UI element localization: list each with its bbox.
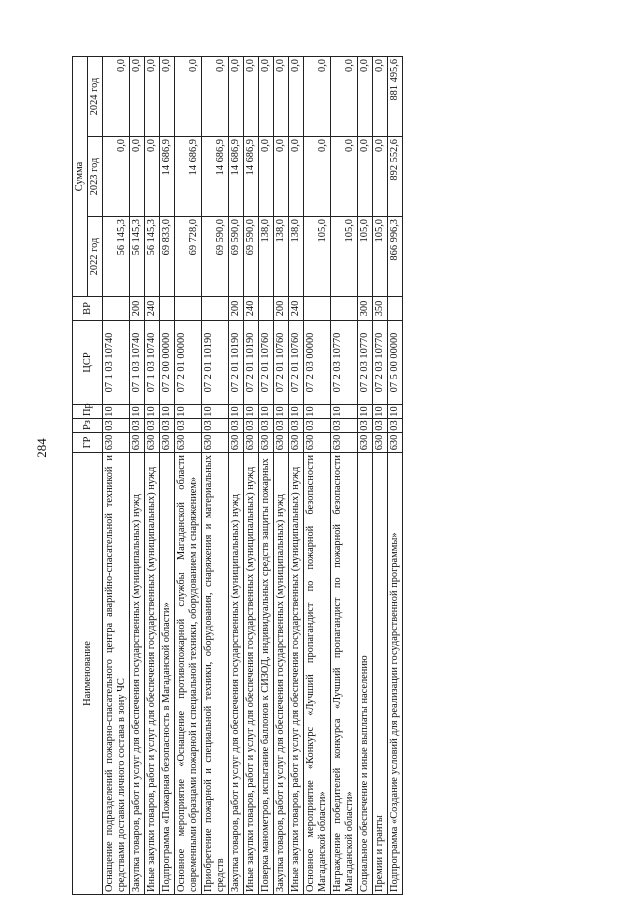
row-pr: 10 [160, 405, 175, 419]
row-gr: 630 [274, 433, 289, 453]
row-sum-2024: 0,0 [145, 56, 160, 136]
row-gr: 630 [130, 433, 145, 453]
row-gr: 630 [358, 433, 373, 453]
row-sum-2023: 0,0 [358, 137, 373, 217]
row-name: Закупка товаров, работ и услуг для обеспечения государственных (муниципальных) нужд [274, 453, 289, 895]
row-rz: 03 [103, 419, 130, 433]
row-sum-2024: 881 495,6 [388, 56, 403, 136]
row-sum-2024: 0,0 [259, 56, 274, 136]
row-gr: 630 [175, 433, 202, 453]
row-sum-2022: 56 145,3 [103, 217, 130, 297]
header-year: 2023 год [88, 137, 103, 217]
header-year: 2022 год [88, 217, 103, 297]
header-row [73, 56, 88, 894]
row-sum-2022: 56 145,3 [145, 217, 160, 297]
header-pr: Пр [73, 405, 103, 419]
row-sum-2023: 0,0 [304, 137, 331, 217]
table-row [358, 56, 373, 894]
row-sum-2022: 69 590,0 [229, 217, 244, 297]
row-csr: 07 1 03 10740 [103, 321, 130, 405]
table-row [244, 56, 259, 894]
row-sum-2023: 0,0 [145, 137, 160, 217]
row-name: Иные закупки товаров, работ и услуг для обеспечения государственных (муниципальных) нужд [145, 453, 160, 895]
row-rz: 03 [388, 419, 403, 433]
row-csr: 07 2 03 00000 [304, 321, 331, 405]
row-name: Подпрограмма «Пожарная безопасность в Магаданской области» [160, 453, 175, 895]
table-row [229, 56, 244, 894]
row-csr: 07 2 01 10190 [229, 321, 244, 405]
row-sum-2023: 0,0 [373, 137, 388, 217]
row-name: Закупка товаров, работ и услуг для обеспечения государственных (муниципальных) нужд [229, 453, 244, 895]
row-rz: 03 [274, 419, 289, 433]
row-vr [175, 297, 202, 321]
row-csr: 07 2 00 00000 [160, 321, 175, 405]
table-row [373, 56, 388, 894]
row-vr [259, 297, 274, 321]
row-vr: 240 [244, 297, 259, 321]
row-pr: 10 [274, 405, 289, 419]
row-pr: 10 [373, 405, 388, 419]
row-pr: 10 [244, 405, 259, 419]
row-pr: 10 [331, 405, 358, 419]
row-sum-2024: 0,0 [304, 56, 331, 136]
row-sum-2024: 0,0 [229, 56, 244, 136]
row-name: Оснащение подразделений пожарно-спасательного центра аварийно-спасательной техникой и средствами доставки личного состава в зону ЧС [103, 453, 130, 895]
row-vr [388, 297, 403, 321]
row-csr: 07 1 03 10740 [130, 321, 145, 405]
row-pr: 10 [289, 405, 304, 419]
row-vr: 350 [373, 297, 388, 321]
row-gr: 630 [388, 433, 403, 453]
row-pr: 10 [304, 405, 331, 419]
header-year: 2024 год [88, 56, 103, 136]
row-sum-2023: 14 686,9 [244, 137, 259, 217]
row-csr: 07 2 01 10190 [244, 321, 259, 405]
row-name: Социальное обеспечение и иные выплаты населению [358, 453, 373, 895]
row-sum-2024: 0,0 [289, 56, 304, 136]
row-rz: 03 [358, 419, 373, 433]
row-sum-2024: 0,0 [160, 56, 175, 136]
row-pr: 10 [103, 405, 130, 419]
row-sum-2024: 0,0 [103, 56, 130, 136]
table-row [145, 56, 160, 894]
row-vr [331, 297, 358, 321]
row-rz: 03 [304, 419, 331, 433]
row-csr: 07 2 03 10770 [358, 321, 373, 405]
row-pr: 10 [145, 405, 160, 419]
row-gr: 630 [145, 433, 160, 453]
row-vr: 240 [289, 297, 304, 321]
row-sum-2024: 0,0 [358, 56, 373, 136]
row-sum-2022: 138,0 [274, 217, 289, 297]
row-sum-2024: 0,0 [331, 56, 358, 136]
table-body [103, 56, 403, 894]
row-name: Поверка манометров, испытание баллонов к СИЗОД, индивидуальных средств защиты пожарных [259, 453, 274, 895]
row-sum-2023: 14 686,9 [175, 137, 202, 217]
row-csr: 07 2 01 10190 [202, 321, 229, 405]
row-sum-2024: 0,0 [202, 56, 229, 136]
row-gr: 630 [103, 433, 130, 453]
row-csr: 07 2 01 00000 [175, 321, 202, 405]
row-vr [103, 297, 130, 321]
row-pr: 10 [202, 405, 229, 419]
row-csr: 07 2 01 10760 [274, 321, 289, 405]
row-rz: 03 [331, 419, 358, 433]
row-gr: 630 [304, 433, 331, 453]
row-sum-2023: 0,0 [289, 137, 304, 217]
row-vr: 200 [130, 297, 145, 321]
row-name: Награждение победителей конкурса «Лучший пропагандист по пожарной безопасности Магаданской области» [331, 453, 358, 895]
row-csr: 07 2 01 10760 [289, 321, 304, 405]
row-gr: 630 [373, 433, 388, 453]
row-name: Премии и гранты [373, 453, 388, 895]
table-row [274, 56, 289, 894]
table-row [130, 56, 145, 894]
row-name: Основное мероприятие «Оснащение противопожарной службы Магаданской области современными образцами пожарной и специальной техники, оборудованием и снаряжением» [175, 453, 202, 895]
row-sum-2022: 138,0 [259, 217, 274, 297]
budget-table [72, 56, 403, 895]
row-gr: 630 [289, 433, 304, 453]
row-csr: 07 5 00 00000 [388, 321, 403, 405]
row-sum-2022: 105,0 [304, 217, 331, 297]
row-gr: 630 [160, 433, 175, 453]
table-row [304, 56, 331, 894]
row-gr: 630 [202, 433, 229, 453]
row-sum-2024: 0,0 [175, 56, 202, 136]
table-row [175, 56, 202, 894]
row-pr: 10 [229, 405, 244, 419]
row-gr: 630 [244, 433, 259, 453]
row-sum-2022: 138,0 [289, 217, 304, 297]
row-sum-2023: 0,0 [103, 137, 130, 217]
row-sum-2024: 0,0 [130, 56, 145, 136]
row-sum-2022: 105,0 [358, 217, 373, 297]
header-name: Наименование [73, 453, 103, 895]
row-sum-2022: 69 833,0 [160, 217, 175, 297]
row-sum-2024: 0,0 [274, 56, 289, 136]
row-name: Основное мероприятие «Конкурс «Лучший пропагандист по пожарной безопасности Магаданской области» [304, 453, 331, 895]
row-rz: 03 [244, 419, 259, 433]
row-sum-2022: 105,0 [373, 217, 388, 297]
row-sum-2022: 866 996,3 [388, 217, 403, 297]
table-row [103, 56, 130, 894]
table-row [202, 56, 229, 894]
row-name: Иные закупки товаров, работ и услуг для обеспечения государственных (муниципальных) нужд [289, 453, 304, 895]
row-gr: 630 [229, 433, 244, 453]
header-csr: ЦСР [73, 321, 103, 405]
row-vr: 240 [145, 297, 160, 321]
row-vr: 200 [274, 297, 289, 321]
row-sum-2023: 0,0 [259, 137, 274, 217]
row-name: Иные закупки товаров, работ и услуг для обеспечения государственных (муниципальных) нужд [244, 453, 259, 895]
row-sum-2022: 69 590,0 [202, 217, 229, 297]
row-rz: 03 [259, 419, 274, 433]
row-sum-2023: 0,0 [331, 137, 358, 217]
row-sum-2022: 69 590,0 [244, 217, 259, 297]
row-rz: 03 [373, 419, 388, 433]
row-pr: 10 [358, 405, 373, 419]
row-vr [160, 297, 175, 321]
rotated-page-content [72, 57, 602, 895]
row-pr: 10 [259, 405, 274, 419]
row-gr: 630 [331, 433, 358, 453]
table-row [259, 56, 274, 894]
row-vr [304, 297, 331, 321]
row-gr: 630 [259, 433, 274, 453]
table-row [160, 56, 175, 894]
row-sum-2023: 0,0 [130, 137, 145, 217]
table-row [331, 56, 358, 894]
row-rz: 03 [289, 419, 304, 433]
row-csr: 07 1 03 10740 [145, 321, 160, 405]
header-vr: ВР [73, 297, 103, 321]
row-rz: 03 [145, 419, 160, 433]
row-rz: 03 [160, 419, 175, 433]
row-rz: 03 [175, 419, 202, 433]
row-name: Подпрограмма «Создание условий для реализации государственной программы» [388, 453, 403, 895]
row-sum-2023: 14 686,9 [202, 137, 229, 217]
table-row [289, 56, 304, 894]
row-sum-2023: 0,0 [274, 137, 289, 217]
row-sum-2022: 56 145,3 [130, 217, 145, 297]
row-sum-2023: 892 552,6 [388, 137, 403, 217]
header-sum: Сумма [73, 56, 88, 296]
row-sum-2022: 69 728,0 [175, 217, 202, 297]
header-rz: Рз [73, 419, 103, 433]
row-vr: 300 [358, 297, 373, 321]
row-name: Закупка товаров, работ и услуг для обеспечения государственных (муниципальных) нужд [130, 453, 145, 895]
table-row [388, 56, 403, 894]
row-sum-2022: 105,0 [331, 217, 358, 297]
row-pr: 10 [130, 405, 145, 419]
row-csr: 07 2 01 10760 [259, 321, 274, 405]
row-sum-2023: 14 686,9 [229, 137, 244, 217]
page-number: 284 [33, 438, 49, 458]
row-rz: 03 [202, 419, 229, 433]
row-pr: 10 [175, 405, 202, 419]
row-rz: 03 [229, 419, 244, 433]
row-vr [202, 297, 229, 321]
row-csr: 07 2 03 10770 [331, 321, 358, 405]
row-sum-2023: 14 686,9 [160, 137, 175, 217]
row-csr: 07 2 03 10770 [373, 321, 388, 405]
header-gr: ГР [73, 433, 103, 453]
row-pr: 10 [388, 405, 403, 419]
row-vr: 200 [229, 297, 244, 321]
row-rz: 03 [130, 419, 145, 433]
row-sum-2024: 0,0 [244, 56, 259, 136]
row-sum-2024: 0,0 [373, 56, 388, 136]
row-name: Приобретение пожарной и специальной техники, оборудования, снаряжения и материальных средств [202, 453, 229, 895]
